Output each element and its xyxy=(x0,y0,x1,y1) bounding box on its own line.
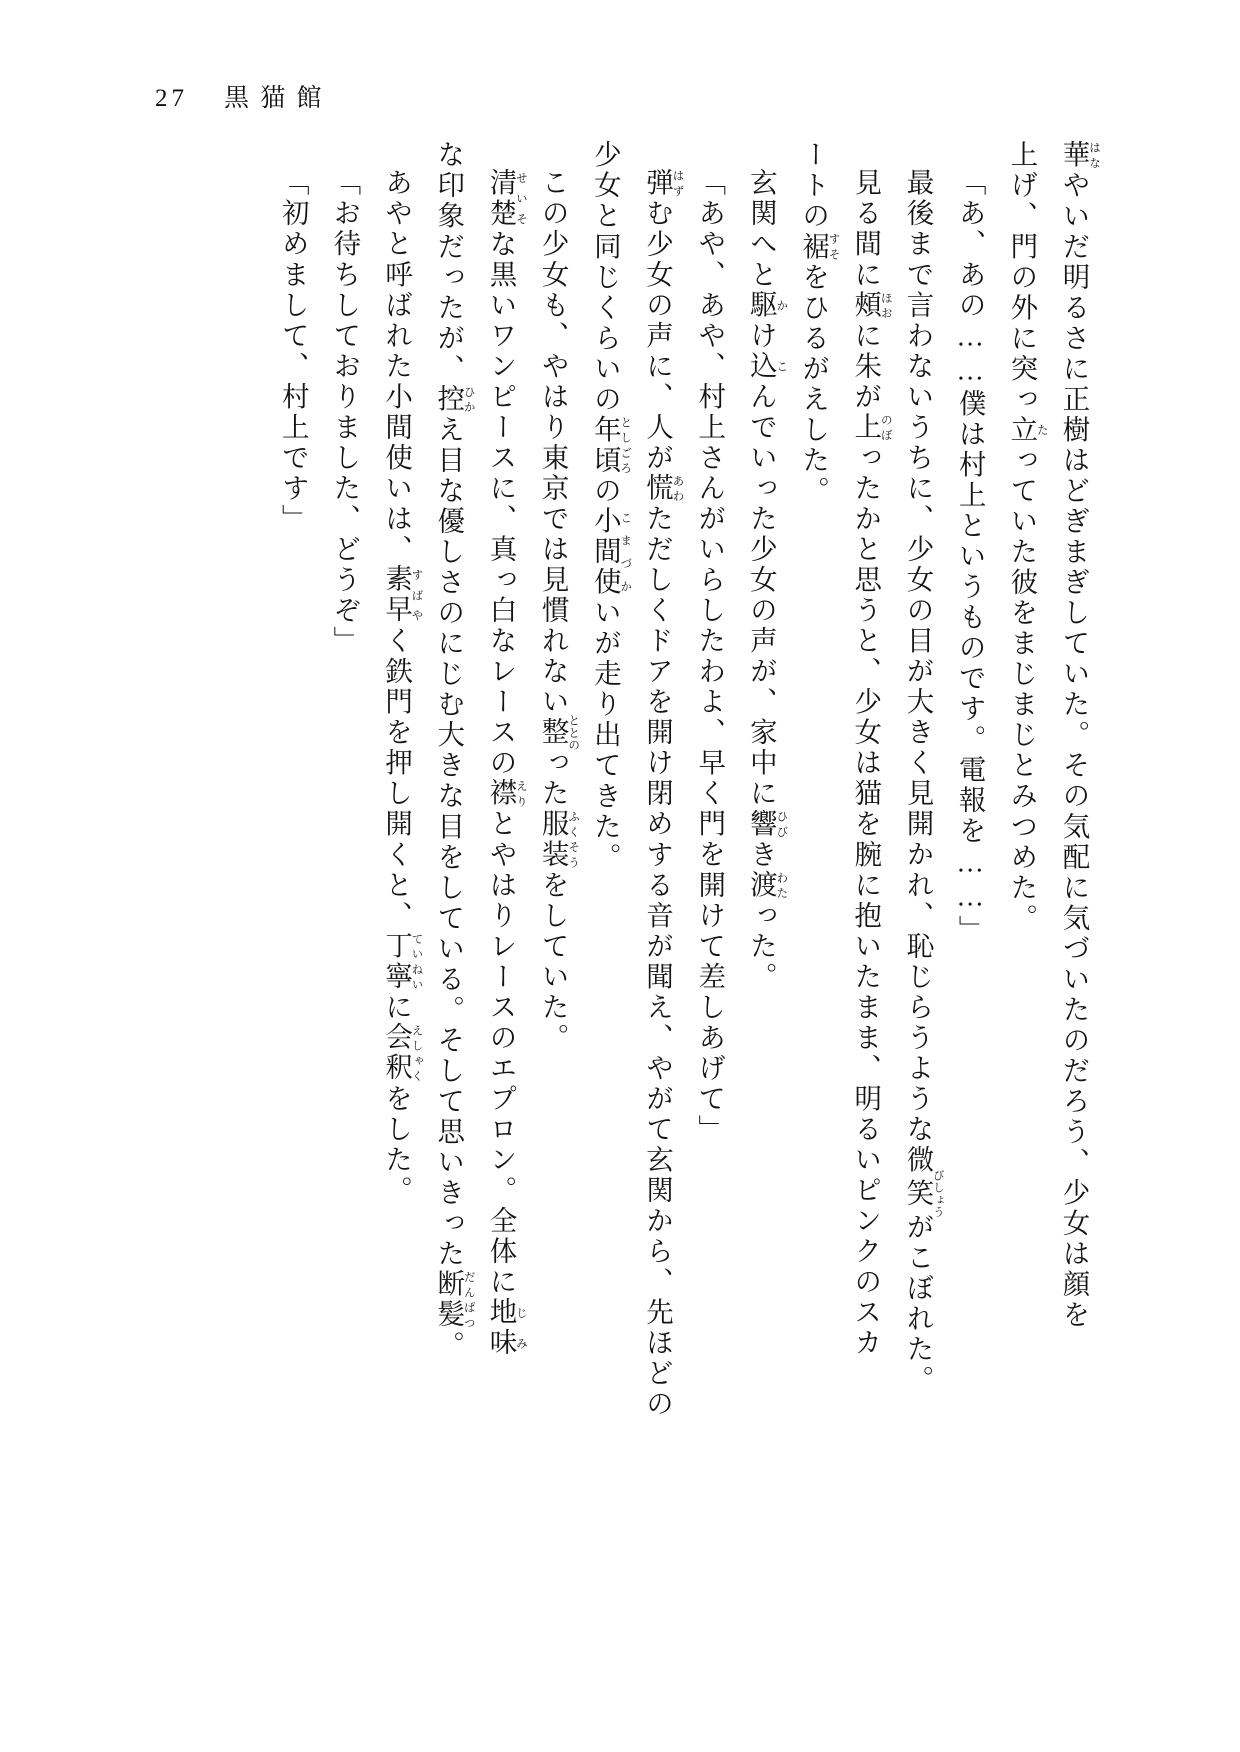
ruby-text: 控ひか xyxy=(433,384,475,415)
ruby-text: 華はな xyxy=(1058,140,1100,171)
ruby-annotation: ふくそう xyxy=(567,808,580,870)
ruby-text: 会釈えしゃく xyxy=(381,1022,423,1084)
body-paragraph: 見る間に頰ほおに朱が上のぼったかと思うと、少女は猫を腕に抱いたまま、明るいピンクのスカ xyxy=(850,167,892,1358)
ruby-annotation: ひか xyxy=(462,384,475,415)
body-paragraph: 少女と同じくらいの年頃としごろの小間使こまづかいが走り出てきた。 xyxy=(589,140,632,873)
body-paragraph: 「あ、あの……僕は村上というものです。電報を……」 xyxy=(954,167,986,945)
ruby-text: 整ととの xyxy=(537,713,580,751)
ruby-annotation: のぼ xyxy=(879,411,892,443)
ruby-annotation: こまづか xyxy=(619,506,632,598)
ruby-text: 裾すそ xyxy=(798,231,840,263)
body-text xyxy=(100,140,1100,1470)
ruby-text: 断髪だんぱつ xyxy=(433,1269,475,1331)
ruby-annotation: ととの xyxy=(567,713,580,751)
body-paragraph: 「あや、あや、村上さんがいらしたわよ、早く門を開けて差しあげて」 xyxy=(694,167,726,1145)
ruby-annotation: せいそ xyxy=(514,167,527,229)
ruby-text: 笑びしょう xyxy=(902,1168,944,1218)
body-paragraph: 華はなやいだ明るさに正樹はどぎまぎしていた。その気配に気づいたのだろう、少女は顔を xyxy=(1058,140,1100,1331)
ruby-text: 地味じみ xyxy=(485,1296,527,1359)
body-paragraph: 玄関へと駆かけ込こんでいった少女の声が、家中に響ひびき渡わたった。 xyxy=(745,167,788,992)
ruby-text: 込こ xyxy=(745,350,788,382)
ruby-text: 慌あわ xyxy=(642,472,684,504)
ruby-annotation: えしゃく xyxy=(410,1022,423,1084)
ruby-text: 頰ほお xyxy=(850,289,892,321)
body-paragraph: 最後まで言わないうちに、少女の目が大きく見開かれ、恥じらうような微笑びしょうがこぼれた。 xyxy=(902,167,944,1395)
ruby-text: 渡わた xyxy=(745,869,788,901)
ruby-text: 立た xyxy=(1006,414,1048,446)
ruby-annotation: こ xyxy=(775,350,788,382)
body-paragraph: この少女も、やはり東京では見慣れない整ととのった服装ふくそうをしていた。 xyxy=(537,167,580,1053)
ruby-annotation: ひび xyxy=(775,808,788,840)
body-paragraph: 清楚せいそな黒いワンピースに、真っ白なレースの襟えりとやはりレースのエプロン。全体に地味じみ xyxy=(485,167,527,1359)
ruby-annotation: はず xyxy=(671,167,684,199)
body-paragraph: な印象だったが、控ひかえ目な優しさのにじむ大きな目をしている。そして思いきった断髪だんぱつ。 xyxy=(433,140,475,1362)
ruby-annotation: びしょう xyxy=(931,1168,944,1218)
body-paragraph: 上げ、門の外に突っ立たっていた彼をまじまじとみつめた。 xyxy=(1006,140,1048,934)
ruby-text: 素早すばや xyxy=(381,564,423,626)
ruby-text: 上のぼ xyxy=(850,411,892,443)
ruby-annotation: ていねい xyxy=(410,930,423,992)
ruby-annotation: じみ xyxy=(514,1296,527,1359)
ruby-text: 清楚せいそ xyxy=(485,167,527,229)
ruby-annotation: た xyxy=(1035,414,1048,446)
ruby-text: 服装ふくそう xyxy=(537,808,580,870)
ruby-annotation: はな xyxy=(1088,140,1100,171)
body-paragraph: ートの裾すそをひるがえした。 xyxy=(798,140,840,507)
ruby-text: 駆か xyxy=(745,289,788,321)
ruby-annotation: だんぱつ xyxy=(462,1269,475,1331)
ruby-annotation: ほお xyxy=(879,289,892,321)
page-number: 27 xyxy=(155,85,188,112)
ruby-annotation: わた xyxy=(775,869,788,901)
body-paragraph: 「お待ちしておりました、どうぞ」 xyxy=(329,167,361,656)
ruby-text: 年頃としごろ xyxy=(589,414,632,476)
ruby-annotation: えり xyxy=(514,778,527,809)
body-paragraph: 弾はずむ少女の声に、人が慌あわただしくドアを開け閉めする音が聞え、やがて玄関から、先ほどの xyxy=(642,167,684,1420)
ruby-annotation: すそ xyxy=(827,231,840,263)
page-header xyxy=(155,78,333,114)
body-paragraph: あやと呼ばれた小間使いは、素早すばやく鉄門を押し開くと、丁寧ていねいに会釈えしゃくをした。 xyxy=(381,167,423,1206)
ruby-annotation: か xyxy=(775,289,788,321)
ruby-text: 響ひび xyxy=(745,808,788,840)
running-title: 黒猫館 xyxy=(224,85,333,112)
ruby-text: 襟えり xyxy=(485,778,527,809)
ruby-text: 弾はず xyxy=(642,167,684,199)
ruby-annotation: すばや xyxy=(410,564,423,626)
ruby-text: 丁寧ていねい xyxy=(381,930,423,992)
body-paragraph: 「初めまして、村上です」 xyxy=(277,167,309,534)
ruby-annotation: としごろ xyxy=(619,414,632,476)
ruby-annotation: あわ xyxy=(671,472,684,504)
ruby-text: 小間使こまづか xyxy=(589,506,632,598)
